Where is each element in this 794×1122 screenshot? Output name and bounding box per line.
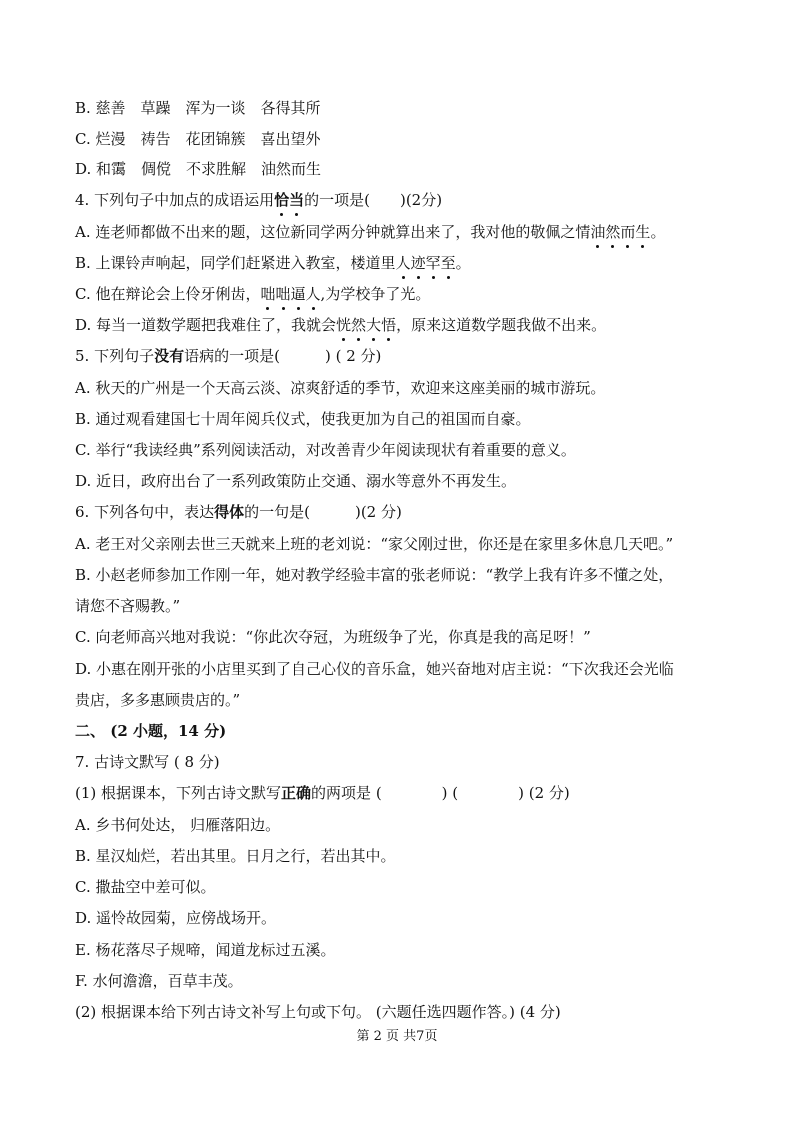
- q6-option-d: D. 小惠在刚开张的小店里买到了自己心仪的音乐盒，她兴奋地对店主说：“下次我还会光临: [75, 660, 674, 678]
- q5-option-d: D. 近日，政府出台了一系列政策防止交通、溺水等意外不再发生。: [75, 472, 517, 490]
- emphasis-char: 逼: [290, 285, 306, 303]
- option-b-words: B. 慈善 草躁 浑为一谈 各得其所: [75, 99, 321, 117]
- q6-option-a: A. 老王对父亲刚去世三天就来上班的老刘说：“家父刚过世，你还是在家里多休息几天吧。”: [75, 535, 674, 553]
- q4-option-d: D. 每当一道数学题把我难住了，我就会恍然大悟，原来这道数学题我做不出来。: [75, 316, 607, 334]
- emphasis-char: 悟: [381, 316, 397, 334]
- emphasis-qiadang: [274, 191, 304, 209]
- q7-option-b: B. 星汉灿烂，若出其里。日月之行，若出其中。: [75, 847, 396, 865]
- dotted-idiom: [396, 254, 456, 272]
- q7-option-c: C. 撒盐空中差可似。: [75, 878, 216, 896]
- question-6: 6. 下列各句中，表达得体的一句是( )(2 分): [75, 503, 402, 521]
- emphasis-char: 恰: [274, 191, 290, 209]
- dotted-idiom: [260, 285, 320, 303]
- q6-option-b-cont: 请您不吝赐教。”: [75, 597, 181, 615]
- q7-option-d: D. 遥怜故园菊，应傍战场开。: [75, 909, 277, 927]
- emphasis-char: 人: [395, 254, 411, 272]
- dotted-idiom: [590, 223, 650, 241]
- question-7-2: (2) 根据课本给下列古诗文补写上句或下句。 (六题任选四题作答。) (4 分): [75, 1003, 561, 1021]
- emphasis-char: 而: [620, 223, 636, 241]
- emphasis-char: 大: [366, 316, 382, 334]
- emphasis-char: 咄: [260, 285, 276, 303]
- q6-option-c: C. 向老师高兴地对我说：“你此次夺冠，为班级争了光，你真是我的高足呀！”: [75, 628, 591, 646]
- q4-option-c: C. 他在辩论会上伶牙俐齿，咄咄逼人,为学校争了光。: [75, 285, 431, 303]
- emphasis-char: 然: [605, 223, 621, 241]
- question-7: 7. 古诗文默写 ( 8 分): [75, 753, 220, 771]
- dotted-idiom: [336, 316, 396, 334]
- emphasis-char: 罕: [425, 254, 441, 272]
- q5-option-b: B. 通过观看建国七十周年阅兵仪式，使我更加为自己的祖国而自豪。: [75, 410, 531, 428]
- emphasis-char: 恍: [336, 316, 352, 334]
- q4-option-b: B. 上课铃声响起，同学们赶紧进入教室，楼道里人迹罕至。: [75, 254, 471, 272]
- question-5: 5. 下列句子没有语病的一项是( ) ( 2 分): [75, 347, 382, 365]
- page-footer: 第 2 页 共7页: [356, 1029, 438, 1044]
- emphasis-char: 当: [289, 191, 305, 209]
- emphasis-char: 咄: [275, 285, 291, 303]
- q5-option-a: A. 秋天的广州是一个天高云淡、凉爽舒适的季节，欢迎来这座美丽的城市游玩。: [75, 379, 606, 397]
- q7-option-a: A. 乡书何处达， 归雁落阳边。: [75, 816, 281, 834]
- question-7-1: (1) 根据课本，下列古诗文默写正确的两项是 ( ) ( ) (2 分): [75, 784, 570, 802]
- emphasis-char: 油: [590, 223, 606, 241]
- q7-option-f: F. 水何澹澹，百草丰茂。: [75, 972, 243, 990]
- emphasis-zhengque: 正确: [281, 784, 312, 802]
- option-c-words: C. 烂漫 祷告 花团锦簇 喜出望外: [75, 130, 321, 148]
- question-4: 4. 下列句子中加点的成语运用恰当的一项是( )(2分): [75, 191, 443, 209]
- emphasis-char: 然: [351, 316, 367, 334]
- q7-option-e: E. 杨花落尽子规啼，闻道龙标过五溪。: [75, 941, 336, 959]
- q6-option-d-cont: 贵店，多多惠顾贵店的。”: [75, 691, 241, 709]
- q4-option-a: A. 连老师都做不出来的题，这位新同学两分钟就算出来了，我对他的敬佩之情油然而生。: [75, 223, 666, 241]
- emphasis-char: 至: [440, 254, 456, 272]
- emphasis-meiyou: 没有: [154, 347, 185, 365]
- option-d-words: D. 和霭 倜傥 不求胜解 油然而生: [75, 160, 322, 178]
- q6-option-b: B. 小赵老师参加工作刚一年，她对教学经验丰富的张老师说：“教学上我有许多不懂之处，: [75, 566, 674, 584]
- emphasis-char: 生: [635, 223, 651, 241]
- emphasis-char: 人: [305, 285, 321, 303]
- emphasis-deti: 得体: [214, 503, 245, 521]
- section-2-heading: 二、 (2 小题，14 分): [75, 722, 227, 740]
- q5-option-c: C. 举行“我读经典”系列阅读活动，对改善青少年阅读现状有着重要的意义。: [75, 441, 576, 459]
- emphasis-char: 迹: [410, 254, 426, 272]
